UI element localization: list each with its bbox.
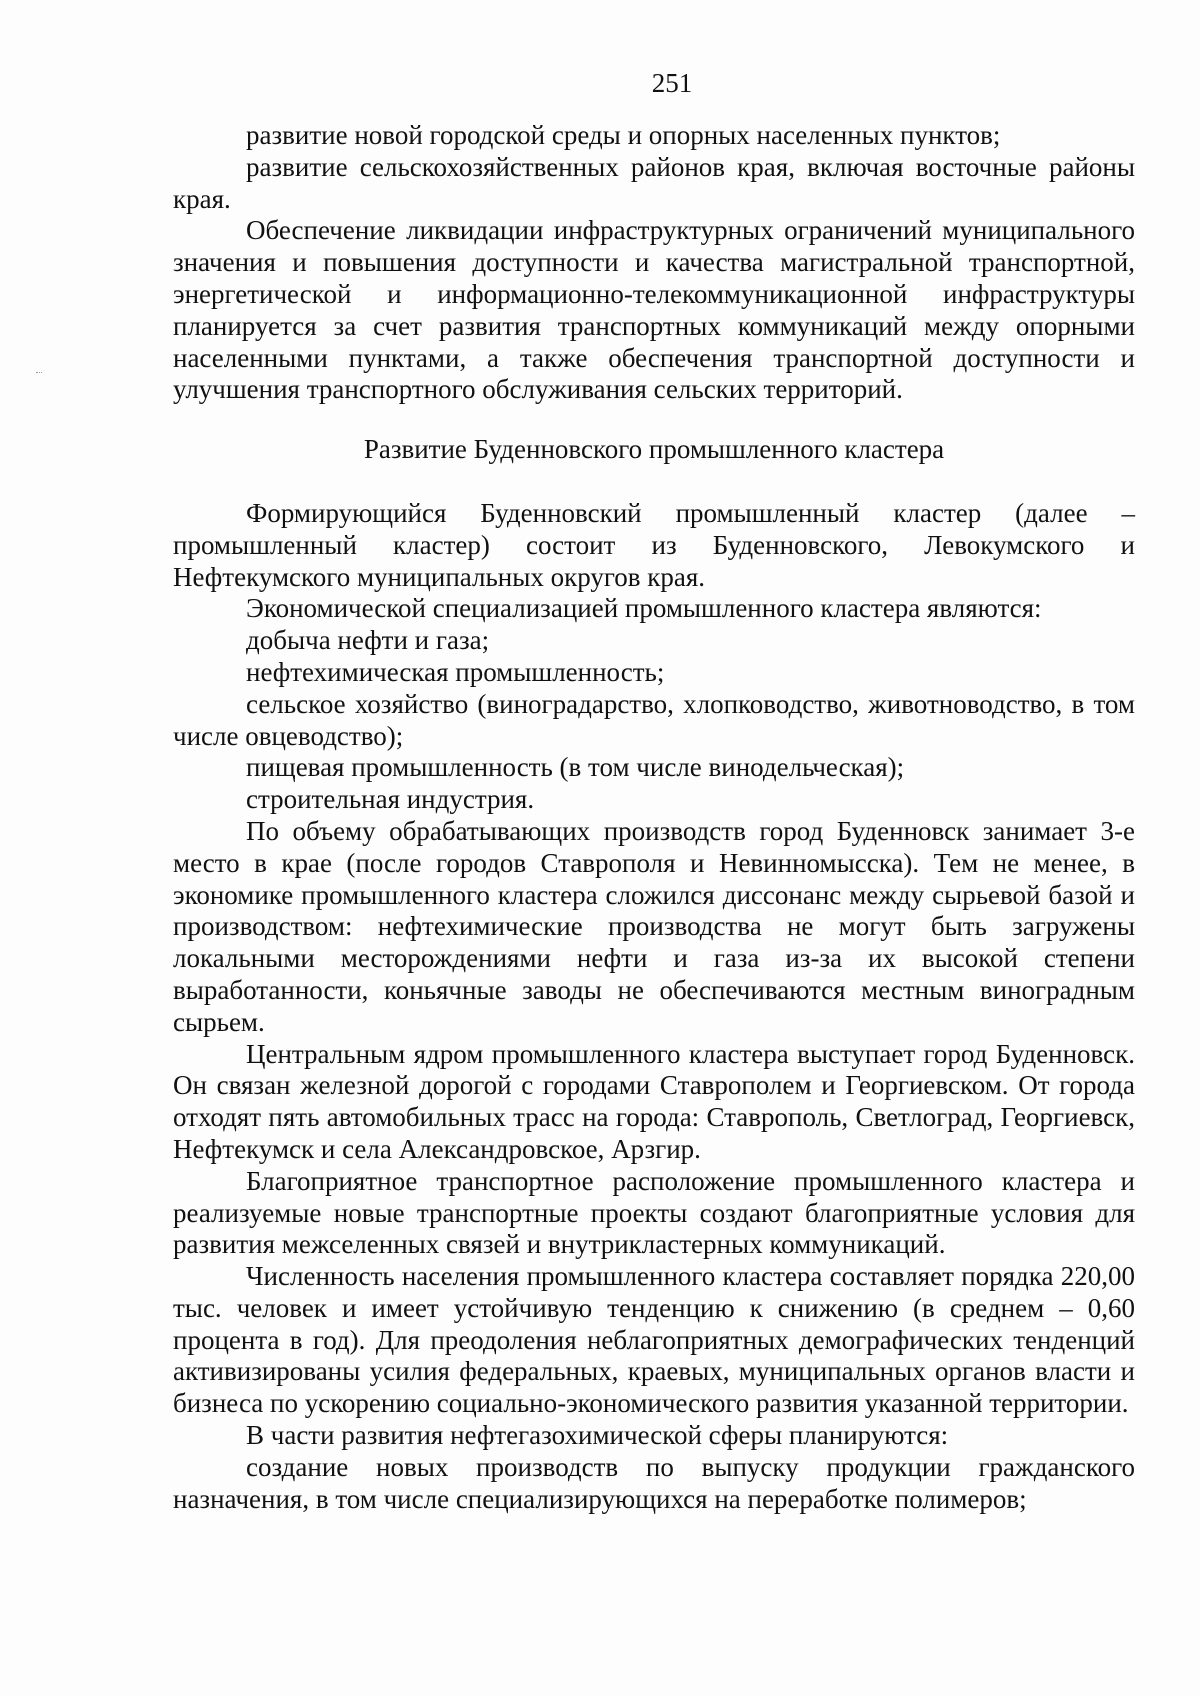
paragraph: Формирующийся Буденновский промышленный кластер (далее – промышленный кластер) состоит из Буденновского, Левокумского и Нефтекумского муниципальных округов края. [173,497,1135,592]
paragraph: Центральным ядром промышленного кластера выступает город Буденновск. Он связан железной дорогой с городами Ставрополем и Георгиевском. От города отходят пять автомобильных трасс на города: Ставрополь, Светлоград, Георгиевск, Нефтекумск и села Александровское, Арзгир. [173,1038,1135,1164]
section-title: Развитие Буденновского промышленного кластера [363,434,945,465]
paragraph: развитие новой городской среды и опорных населенных пунктов; [246,120,1001,150]
paragraph: Благоприятное транспортное расположение промышленного кластера и реализуемые новые транспортные проекты создают благоприятные условия для развития межселенных связей и внутрикластерных коммуникаций. [173,1165,1135,1260]
list-item: добыча нефти и газа; [246,625,490,656]
list-item: пищевая промышленность (в том числе винодельческая); [246,752,905,783]
list-item: сельское хозяйство (виноградарство, хлопководство, животноводство, в том числе овцеводство); [173,688,1135,751]
list-item: строительная индустрия. [246,784,535,815]
list-item: нефтехимическая промышленность; [246,656,665,687]
paragraph: По объему обрабатывающих производств город Буденновск занимает 3-е место в крае (после городов Ставрополя и Невинномысска). Тем не менее, в экономике промышленного кластера сложился диссонанс между сырьевой базой и производством: нефтехимические производства не могут быть загружены локальными месторождениями нефти и газа из-за их высокой степени выработанности, коньячные заводы не обеспечиваются местным виноградным сырьем. [173,815,1135,1037]
paragraph: Экономической специализацией промышленного кластера являются: [246,593,1042,624]
page-content [173,68,1135,1515]
page-number: 251 [651,68,693,98]
paragraph: Численность населения промышленного кластера составляет порядка 220,00 тыс. человек и имеет устойчивую тенденцию к снижению (в среднем – 0,60 процента в год). Для преодоления неблагоприятных демографических тенденций активизированы усилия федеральных, краевых, муниципальных органов власти и бизнеса по ускорению социально-экономического развития указанной территории. [173,1261,1135,1419]
list-item: создание новых производств по выпуску продукции гражданского назначения, в том числе специализирующихся на переработке полимеров; [173,1451,1135,1514]
paragraph: Обеспечение ликвидации инфраструктурных ограничений муниципального значения и повышения доступности и качества магистральной транспортной, энергетической и информационно-телекоммуникационной инфраструктуры планируется за счет развития транспортных коммуникаций между опорными населенными пунктами, а также обеспечения транспортной доступности и улучшения транспортного обслуживания сельских территорий. [173,215,1135,405]
paragraph: развитие сельскохозяйственных районов края, включая восточные районы края. [173,151,1135,214]
scan-speck [36,372,42,375]
paragraph: В части развития нефтегазохимической сферы планируются: [246,1420,949,1451]
